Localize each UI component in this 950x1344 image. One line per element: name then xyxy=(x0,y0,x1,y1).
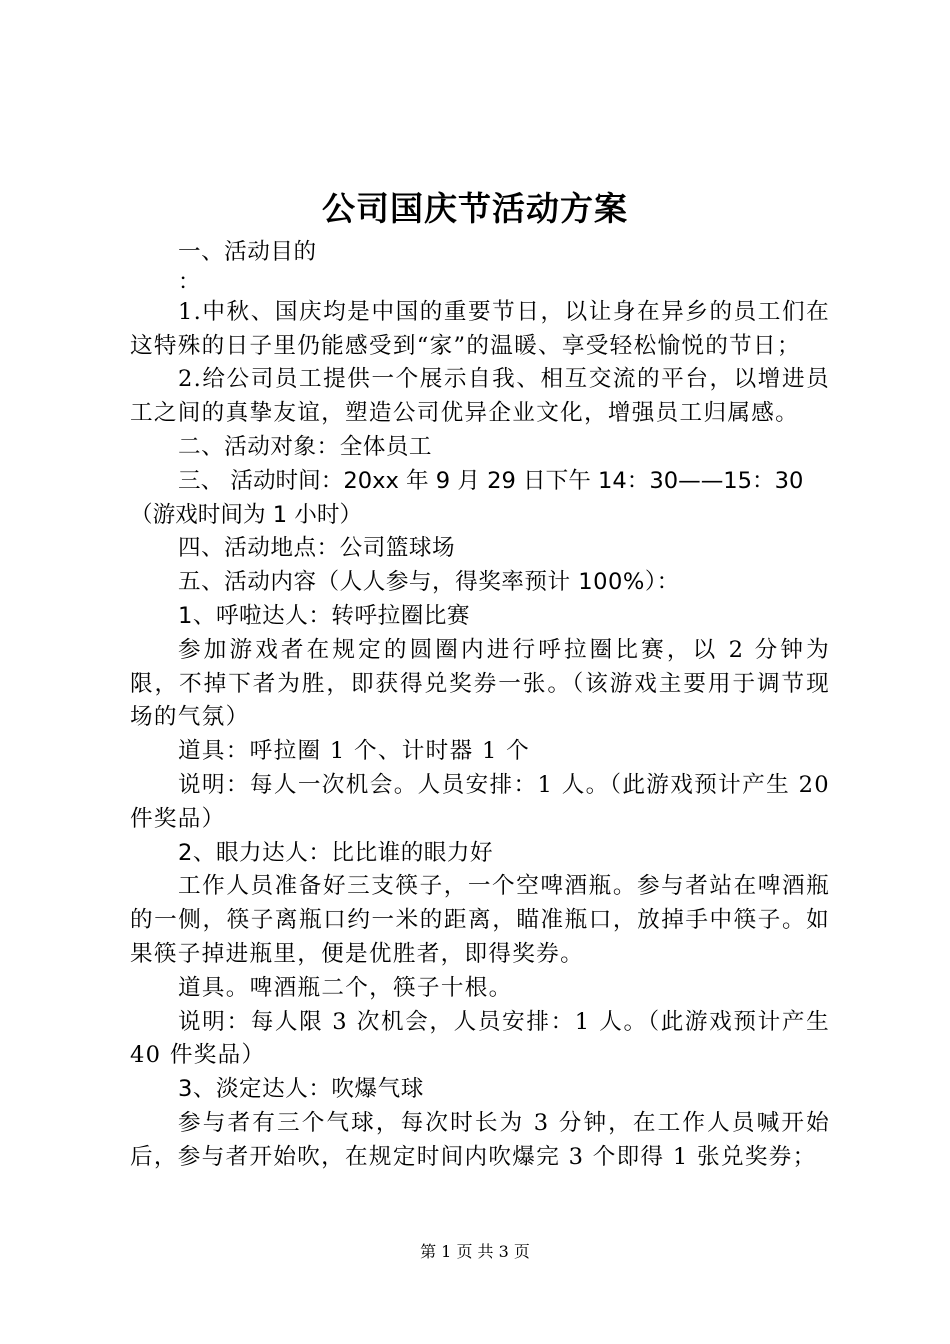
game-props-1: 道具：呼拉圈 1 个、计时器 1 个 xyxy=(178,738,531,765)
game-description-3: 参与者有三个气球，每次时长为 3 分钟，在工作人员喊开始后，参与者开始吹，在规定时间内吹爆完 3 个即得 1 张兑奖券； xyxy=(130,1109,830,1170)
game-description-2: 工作人员准备好三支筷子，一个空啤酒瓶。参与者站在啤酒瓶的一侧，筷子离瓶口约一米的距离，瞄准瓶口，放掉手中筷子。如果筷子掉进瓶里，便是优胜者，即得奖券。 xyxy=(130,873,830,967)
game-heading-3: 3、淡定达人：吹爆气球 xyxy=(178,1076,424,1103)
section-heading-location: 四、活动地点：公司篮球场 xyxy=(178,535,456,562)
document-body xyxy=(130,236,830,1175)
section-colon: ： xyxy=(178,269,201,295)
purpose-paragraph-2: 2.给公司员工提供一个展示自我、相互交流的平台，以增进员工之间的真挚友谊，塑造公司优异企业文化，增强员工归属感。 xyxy=(130,366,830,427)
game-note-2: 说明：每人限 3 次机会，人员安排：1 人。（此游戏预计产生 40 件奖品） xyxy=(130,1008,830,1069)
section-heading-time: 三、 活动时间：20xx 年 9 月 29 日下午 14：30——15：30（游戏时间为 1 小时） xyxy=(130,467,804,528)
section-heading-content: 五、活动内容（人人参与，得奖率预计 100%）： xyxy=(178,569,680,596)
section-heading-purpose: 一、活动目的 xyxy=(178,239,317,265)
game-props-2: 道具。啤酒瓶二个，筷子十根。 xyxy=(178,974,513,1001)
section-heading-target: 二、活动对象：全体员工 xyxy=(178,433,433,460)
game-description-1: 参加游戏者在规定的圆圈内进行呼拉圈比赛，以 2 分钟为限，不掉下者为胜，即获得兑奖券一张。（该游戏主要用于调节现场的气氛） xyxy=(130,636,830,731)
page-footer: 第 1 页 共 3 页 xyxy=(420,1242,530,1261)
game-heading-1: 1、呼啦达人：转呼拉圈比赛 xyxy=(178,602,470,629)
game-heading-2: 2、眼力达人：比比谁的眼力好 xyxy=(178,839,494,866)
document-title: 公司国庆节活动方案 xyxy=(322,189,628,228)
purpose-paragraph-1: 1.中秋、国庆均是中国的重要节日，以让身在异乡的员工们在这特殊的日子里仍能感受到“家”的温暖、享受轻松愉悦的节日； xyxy=(130,298,830,359)
game-note-1: 说明：每人一次机会。人员安排：1 人。（此游戏预计产生 20 件奖品） xyxy=(130,771,830,832)
